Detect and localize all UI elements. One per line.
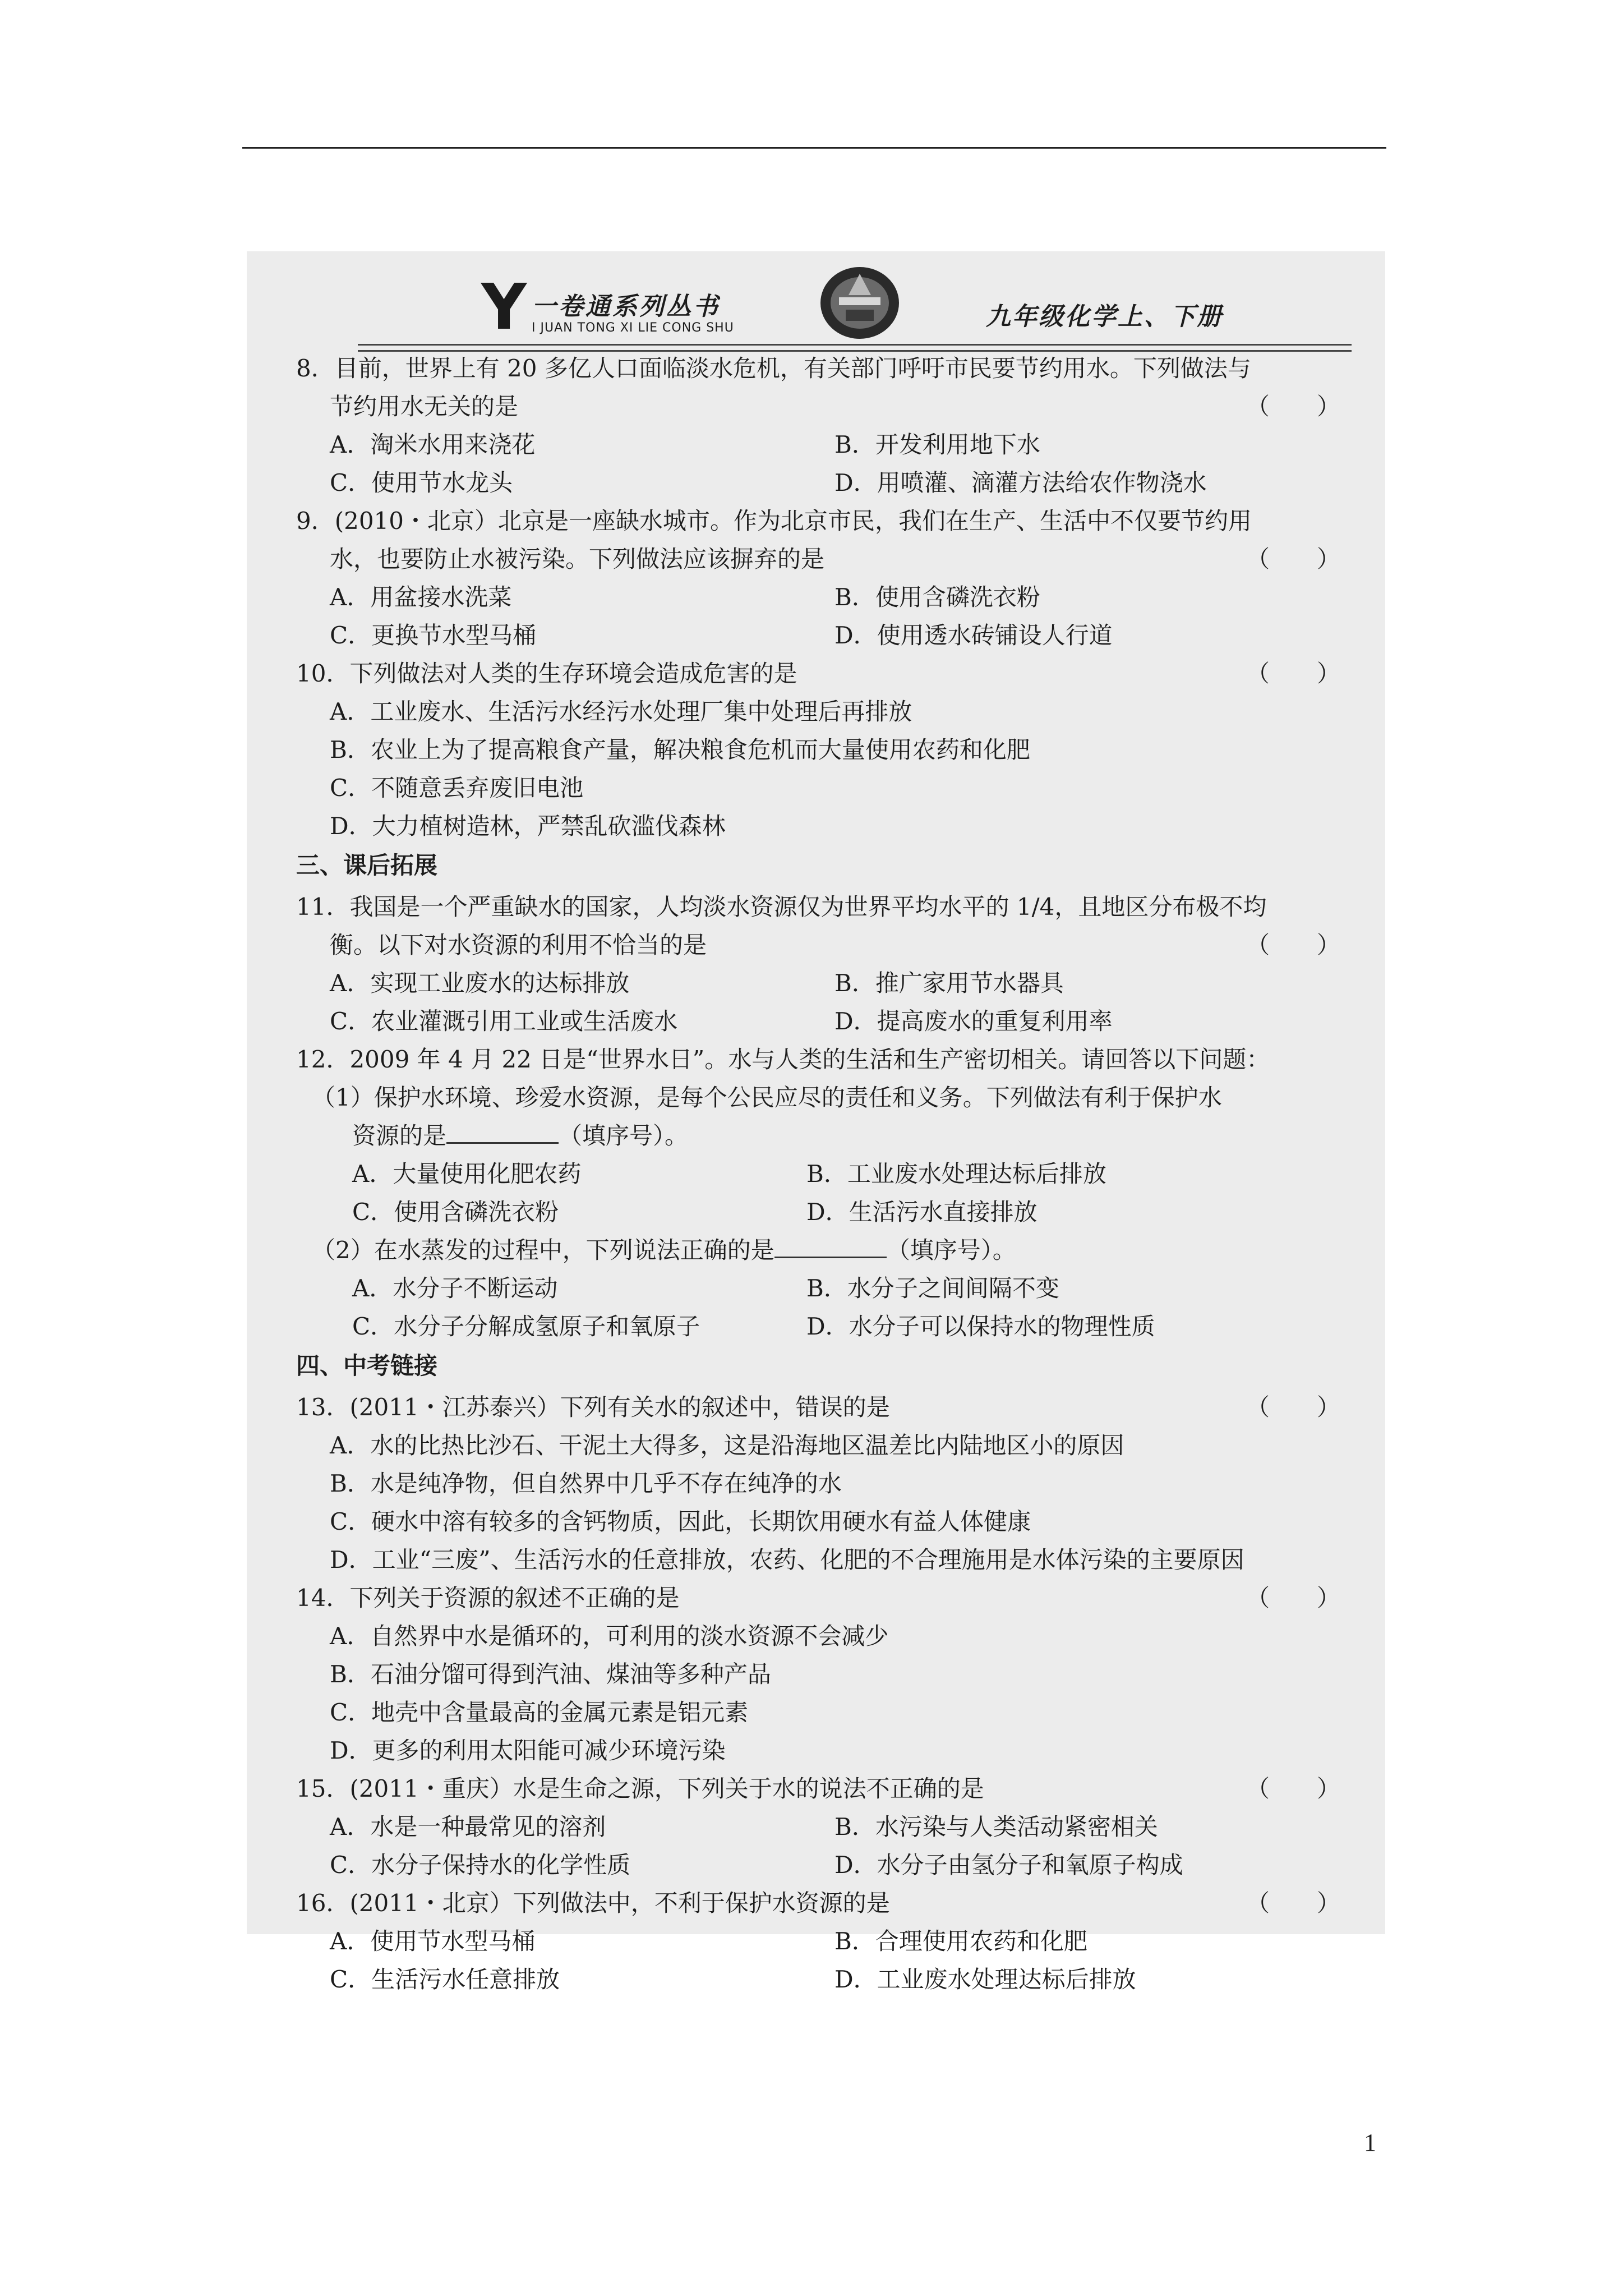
question-12 xyxy=(296,1041,1352,1346)
option-d: D．工业废水处理达标后排放 xyxy=(834,1966,1136,1993)
question-stem-cont: 节约用水无关的是 xyxy=(330,393,519,420)
option-b: B．使用含磷洗衣粉 xyxy=(834,583,1040,611)
answer-bracket: （ ） xyxy=(1246,1775,1340,1802)
question-14 xyxy=(296,1579,1352,1770)
header-rule xyxy=(242,147,1386,149)
question-stem-cont: 衡。以下对水资源的利用不恰当的是 xyxy=(330,931,707,959)
answer-bracket: （ ） xyxy=(1246,393,1340,420)
option-c: C．硬水中溶有较多的含钙物质，因此，长期饮用硬水有益人体健康 xyxy=(330,1508,1031,1535)
series-title: 一卷通系列丛书 xyxy=(532,292,720,321)
fill-hint: （填序号）。 xyxy=(559,1122,689,1149)
option-a: A．用盆接水洗菜 xyxy=(330,583,512,611)
option-c: C．生活污水任意排放 xyxy=(330,1966,560,1993)
option-b: B．合理使用农药和化肥 xyxy=(834,1927,1087,1955)
question-stem: 11．我国是一个严重缺水的国家，人均淡水资源仅为世界平均水平的 1/4，且地区分布极不均 xyxy=(296,893,1267,921)
sub-question-1: （1）保护水环境、珍爱水资源，是每个公民应尽的责任和义务。下列做法有利于保护水 xyxy=(312,1084,1222,1111)
question-11 xyxy=(296,888,1352,1041)
option-b: B．开发利用地下水 xyxy=(834,431,1040,458)
option-d: D．大力植树造林，严禁乱砍滥伐森林 xyxy=(330,812,726,840)
question-stem: 10．下列做法对人类的生存环境会造成危害的是 xyxy=(296,660,797,687)
fill-hint: （填序号）。 xyxy=(886,1236,1016,1264)
option-d: D．工业“三废”、生活污水的任意排放，农药、化肥的不合理施用是水体污染的主要原因 xyxy=(330,1546,1244,1573)
option-b: B．水是纯净物，但自然界中几乎不存在纯净的水 xyxy=(330,1470,842,1497)
option-a: A．淘米水用来浇花 xyxy=(330,431,536,458)
option-c: C．地壳中含量最高的金属元素是铝元素 xyxy=(330,1699,749,1726)
option-a: A．使用节水型马桶 xyxy=(330,1927,536,1955)
answer-bracket: （ ） xyxy=(1246,1584,1340,1612)
answer-bracket: （ ） xyxy=(1246,545,1340,573)
option-d: D．水分子可以保持水的物理性质 xyxy=(806,1313,1155,1340)
answer-blank[interactable] xyxy=(446,1120,559,1144)
question-content xyxy=(296,349,1352,1999)
emblem-icon xyxy=(818,263,902,341)
scanned-page xyxy=(247,251,1385,1993)
question-stem: 13．(2011・江苏泰兴）下列有关水的叙述中，错误的是 xyxy=(296,1393,890,1421)
section-heading-4: 四、中考链接 xyxy=(296,1352,438,1379)
question-stem: 12．2009 年 4 月 22 日是“世界水日”。水与人类的生活和生产密切相关。请回答以下问题： xyxy=(296,1046,1270,1073)
option-c: C．不随意丢弃废旧电池 xyxy=(330,774,584,802)
question-stem: 15．(2011・重庆）水是生命之源，下列关于水的说法不正确的是 xyxy=(296,1775,984,1802)
question-16 xyxy=(296,1884,1352,1999)
answer-bracket: （ ） xyxy=(1246,931,1340,959)
option-a: A．工业废水、生活污水经污水处理厂集中处理后再排放 xyxy=(330,698,912,725)
option-a: A．水分子不断运动 xyxy=(352,1274,558,1302)
answer-bracket: （ ） xyxy=(1246,1889,1340,1917)
option-b: B．石油分馏可得到汽油、煤油等多种产品 xyxy=(330,1660,771,1688)
option-c: C．更换节水型马桶 xyxy=(330,622,537,649)
answer-bracket: （ ） xyxy=(1246,660,1340,687)
option-a: A．大量使用化肥农药 xyxy=(352,1160,582,1188)
question-stem-cont: 水，也要防止水被污染。下列做法应该摒弃的是 xyxy=(330,545,825,573)
question-stem: 8．目前，世界上有 20 多亿人口面临淡水危机，有关部门呼吁市民要节约用水。下列做法与 xyxy=(296,355,1251,382)
option-c: C．水分子分解成氢原子和氧原子 xyxy=(352,1313,700,1340)
question-stem: 9．(2010・北京）北京是一座缺水城市。作为北京市民，我们在生产、生活中不仅要节约用 xyxy=(296,507,1252,535)
page-number: 1 xyxy=(1364,2129,1376,2156)
answer-blank[interactable] xyxy=(774,1234,887,1258)
option-a: A．实现工业废水的达标排放 xyxy=(330,969,630,997)
option-d: D．用喷灌、滴灌方法给农作物浇水 xyxy=(834,469,1207,496)
option-c: C．使用含磷洗衣粉 xyxy=(352,1198,559,1226)
series-logo: Y xyxy=(481,271,527,344)
option-d: D．更多的利用太阳能可减少环境污染 xyxy=(330,1737,726,1764)
option-a: A．自然界中水是循环的，可利用的淡水资源不会减少 xyxy=(330,1622,889,1650)
option-c: C．水分子保持水的化学性质 xyxy=(330,1851,631,1879)
question-9 xyxy=(296,502,1352,655)
option-a: A．水的比热比沙石、干泥土大得多，这是沿海地区温差比内陆地区小的原因 xyxy=(330,1432,1124,1459)
option-b: B．水污染与人类活动紧密相关 xyxy=(834,1813,1158,1841)
option-d: D．使用透水砖铺设人行道 xyxy=(834,622,1113,649)
section-heading-3: 三、课后拓展 xyxy=(296,852,438,879)
question-15 xyxy=(296,1770,1352,1884)
question-10 xyxy=(296,655,1352,845)
option-b: B．推广家用节水器具 xyxy=(834,969,1064,997)
sub-question-2: （2）在水蒸发的过程中，下列说法正确的是 xyxy=(312,1236,774,1264)
question-8 xyxy=(296,349,1352,502)
option-d: D．水分子由氢分子和氧原子构成 xyxy=(834,1851,1183,1879)
option-d: D．提高废水的重复利用率 xyxy=(834,1007,1113,1035)
option-b: B．农业上为了提高粮食产量，解决粮食危机而大量使用农药和化肥 xyxy=(330,736,1030,763)
question-stem: 14．下列关于资源的叙述不正确的是 xyxy=(296,1584,680,1612)
question-13 xyxy=(296,1388,1352,1579)
option-c: C．农业灌溉引用工业或生活废水 xyxy=(330,1007,678,1035)
option-b: B．水分子之间间隔不变 xyxy=(806,1274,1059,1302)
question-stem: 16．(2011・北京）下列做法中，不利于保护水资源的是 xyxy=(296,1889,890,1917)
answer-bracket: （ ） xyxy=(1246,1393,1340,1421)
grade-title: 九年级化学上、下册 xyxy=(986,302,1223,331)
option-b: B．工业废水处理达标后排放 xyxy=(806,1160,1106,1188)
sub-question-1-cont: 资源的是 xyxy=(352,1122,447,1149)
option-c: C．使用节水龙头 xyxy=(330,469,513,496)
option-a: A．水是一种最常见的溶剂 xyxy=(330,1813,606,1841)
option-d: D．生活污水直接排放 xyxy=(806,1198,1038,1226)
book-banner xyxy=(296,251,1352,349)
series-pinyin: I JUAN TONG XI LIE CONG SHU xyxy=(532,321,734,335)
